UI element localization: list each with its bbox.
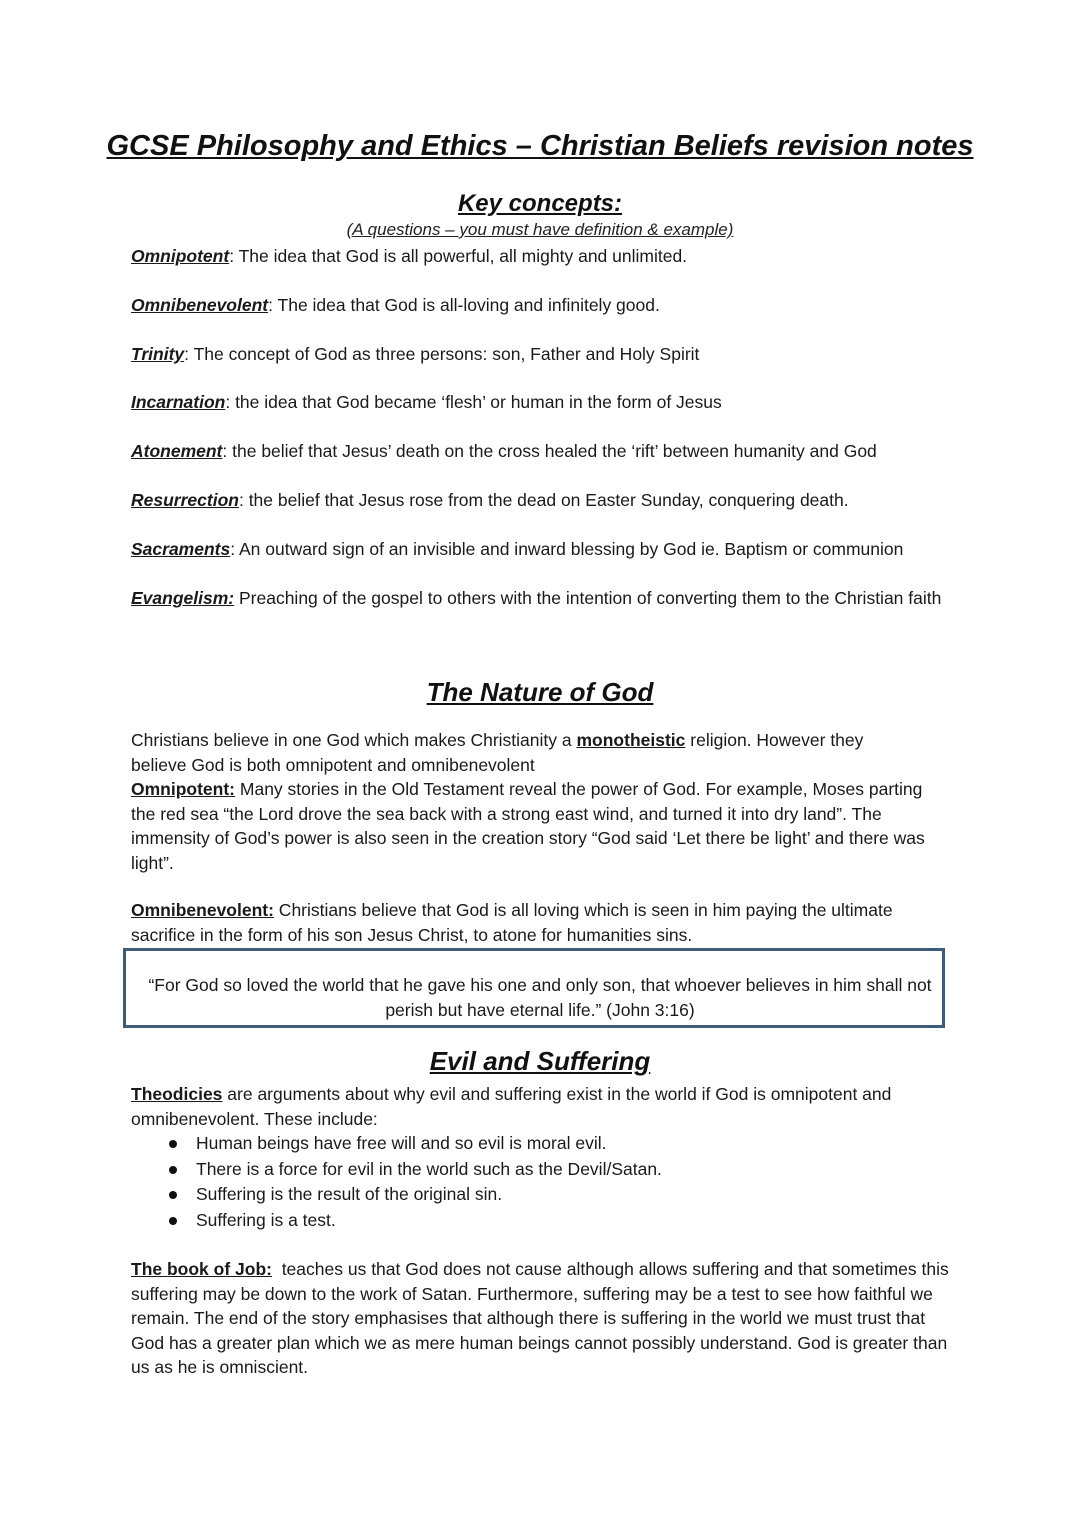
definition-separator: : [229,246,239,266]
definition-separator: : [225,392,236,412]
omnipotent-paragraph [131,777,939,875]
page-title: GCSE Philosophy and Ethics – Christian Beliefs revision notes [106,130,974,162]
book-of-job-text: teaches us that God does not cause although allows suffering and that sometimes this suffering may be down to the work of Satan. Furthermore, suffering may be a test to see how faithful we remain. The end of the story emphasises that although there is suffering in the world we must trust that God has a greater plan which we as mere human beings cannot possibly understand. God is greater than us as he is omniscient. [131,1259,954,1377]
definition-term: Omnibenevolent [131,295,269,315]
definition-separator: : [238,490,249,510]
book-of-job-paragraph [131,1257,954,1380]
omnibenevolent-text: Christians believe that God is all loving which is seen in him paying the ultimate sacrifice in the form of his son Jesus Christ, to atone for humanities sins. [131,900,893,945]
definition-text: The idea that God is all-loving and infinitely good. [277,295,660,315]
definition-resurrection [131,488,951,512]
key-concepts-heading: Key concepts: [457,190,623,217]
definition-omnipotent [131,244,951,268]
list-item [131,1182,931,1208]
monotheistic-keyword: monotheistic [576,730,686,750]
bullet-icon [169,1166,177,1174]
theodicies-label: Theodicies [131,1084,223,1104]
bible-quote: “For God so loved the world that he gave his one and only son, that whoever believes in him shall not perish but have eternal life.” (John 3:16) [148,975,932,1020]
nature-of-god-heading: The Nature of God [426,677,654,707]
definition-term: Trinity [131,344,185,364]
definition-text: the idea that God became ‘flesh’ or human in the form of Jesus [235,392,722,412]
omnibenevolent-paragraph [131,898,939,947]
definition-text: The idea that God is all powerful, all mighty and unlimited. [238,246,688,266]
bullet-icon [169,1140,177,1148]
definition-incarnation [131,390,951,414]
bible-quote-box [123,948,945,1028]
book-of-job-label: The book of Job: [131,1259,272,1279]
definition-term: Incarnation [131,392,226,412]
definition-separator: : [230,539,239,559]
definition-atonement [131,439,951,463]
definition-separator: : [222,441,233,461]
intro-text-after: religion. However they believe God is both omnipotent and omnibenevolent [131,730,864,775]
bullet-icon [169,1217,177,1225]
list-item-text: Suffering is a test. [196,1209,336,1230]
definition-term: Evangelism: [131,588,235,608]
theodicies-list [131,1131,931,1233]
nature-of-god-intro [131,728,911,777]
theodicies-paragraph [131,1082,936,1131]
list-item-text: There is a force for evil in the world such as the Devil/Satan. [196,1158,662,1179]
list-item [131,1208,931,1234]
omnipotent-text: Many stories in the Old Testament reveal the power of God. For example, Moses parting the red sea “the Lord drove the sea back with a strong east wind, and turned it into dry land”. The immensity of God’s power is also seen in the creation story “God said ‘Let there be light’ and there was light”. [131,779,925,873]
definition-term: Omnipotent [131,246,230,266]
definition-sacraments [131,537,951,561]
key-concepts-note: (A questions – you must have definition & example) [346,220,734,239]
definition-text: An outward sign of an invisible and inward blessing by God ie. Baptism or communion [239,539,904,559]
intro-text-before: Christians believe in one God which makes Christianity a [131,730,577,750]
definition-separator: : [268,295,278,315]
definition-trinity [131,342,951,366]
definition-term: Atonement [131,441,223,461]
definition-text: Preaching of the gospel to others with the intention of converting them to the Christian faith [238,588,942,608]
bullet-icon [169,1191,177,1199]
omnibenevolent-label: Omnibenevolent: [131,900,274,920]
definition-omnibenevolent [131,293,951,317]
omnipotent-label: Omnipotent: [131,779,236,799]
theodicies-text: are arguments about why evil and suffering exist in the world if God is omnipotent and omnibenevolent. These include: [131,1084,892,1129]
list-item [131,1131,931,1157]
evil-and-suffering-heading: Evil and Suffering [429,1046,651,1076]
list-item-text: Human beings have free will and so evil is moral evil. [196,1133,607,1153]
definition-term: Sacraments [131,539,231,559]
definition-separator: : [184,344,194,364]
list-item [131,1157,931,1183]
list-item-text: Suffering is the result of the original sin. [196,1184,503,1204]
definition-text: The concept of God as three persons: son, Father and Holy Spirit [193,344,700,364]
definition-term: Resurrection [131,490,239,510]
definition-evangelism [131,586,946,610]
definition-text: the belief that Jesus’ death on the cross healed the ‘rift’ between humanity and God [232,441,877,461]
definition-text: the belief that Jesus rose from the dead on Easter Sunday, conquering death. [248,490,849,510]
